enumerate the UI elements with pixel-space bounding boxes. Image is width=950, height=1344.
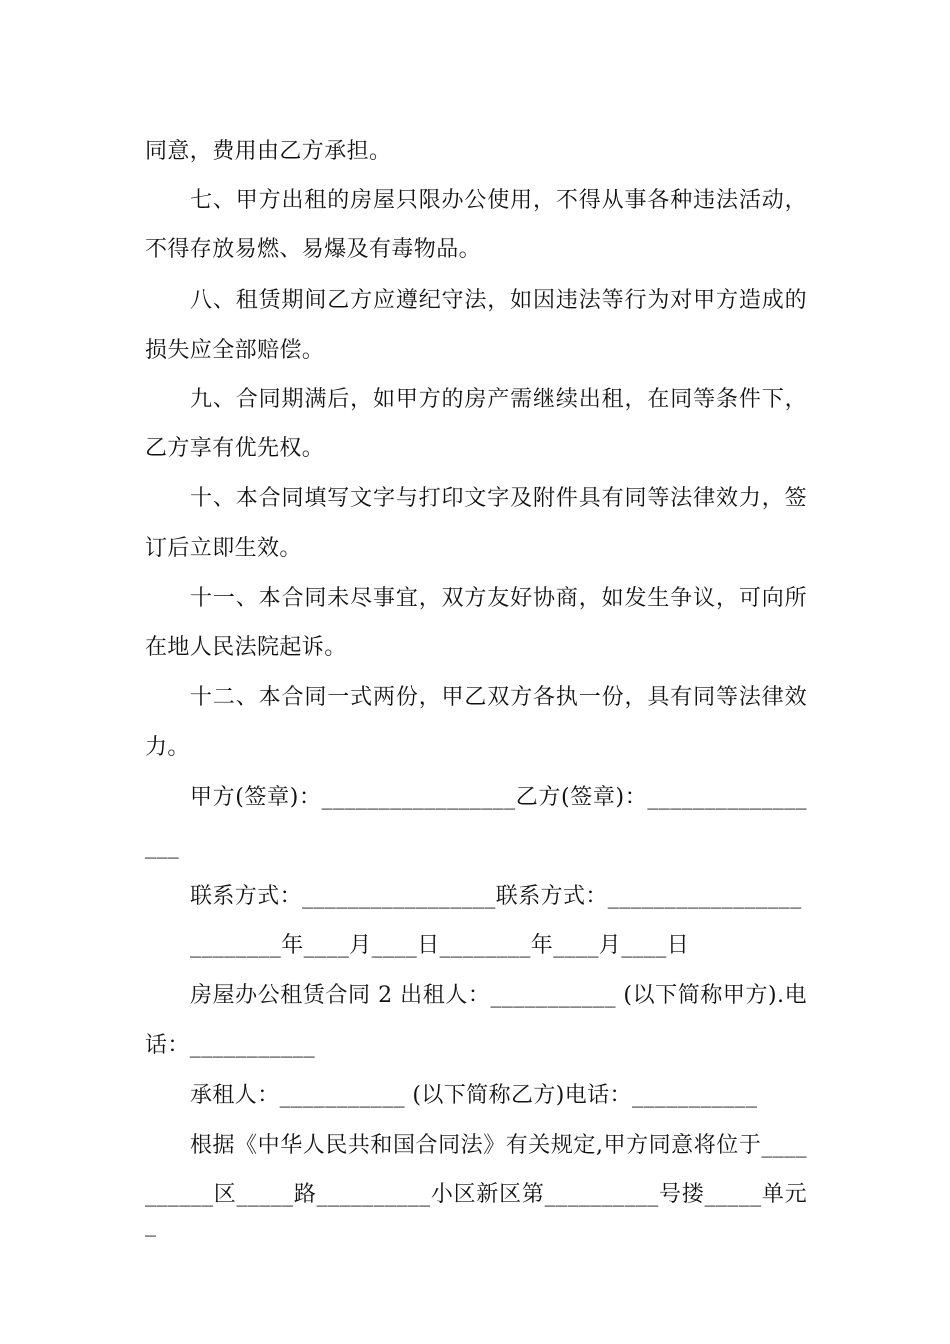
date-line: ________年____月____日________年____月____日 — [190, 933, 690, 958]
text-line: 在地人民法院起诉。 — [145, 635, 347, 660]
signature-line: 甲方(签章)：_________________乙方(签章)：______________ — [190, 785, 807, 810]
text-line: 同意，费用由乙方承担。 — [145, 139, 392, 164]
text-line: 力。 — [145, 735, 190, 760]
text-line: 话：___________ — [145, 1033, 316, 1058]
text-line: 不得存放易燃、易爆及有毒物品。 — [145, 237, 482, 262]
clause-7: 七、甲方出租的房屋只限办公使用，不得从事各种违法活动， — [190, 188, 807, 213]
contract-2-heading: 房屋办公租赁合同 2 出租人：___________ (以下简称甲方).电 — [190, 983, 807, 1008]
text-line: 乙方享有优先权。 — [145, 436, 325, 461]
clause-12: 十二、本合同一式两份，甲乙双方各执一份，具有同等法律效 — [190, 685, 807, 710]
premises-line: 根据《中华人民共和国合同法》有关规定,甲方同意将位于____ — [190, 1133, 807, 1158]
text-line: ___ — [145, 834, 180, 859]
clause-10: 十、本合同填写文字与打印文字及附件具有同等法律效力，签 — [190, 486, 807, 511]
text-line: 损失应全部赔偿。 — [145, 338, 325, 363]
clause-11: 十一、本合同未尽事宜，双方友好协商，如发生争议，可向所 — [190, 586, 807, 611]
clause-9: 九、合同期满后，如甲方的房产需继续出租，在同等条件下， — [190, 387, 807, 412]
text-line: 订后立即生效。 — [145, 536, 302, 561]
contact-line: 联系方式：_________________联系方式：_________________ — [190, 884, 802, 909]
clause-8: 八、租赁期间乙方应遵纪守法，如因违法等行为对甲方造成的 — [190, 288, 807, 313]
address-line: ______区_____路__________小区新区第__________号搂_____单元_ — [145, 1182, 807, 1237]
lessee-line: 承租人：___________ (以下简称乙方)电话：___________ — [190, 1083, 758, 1108]
